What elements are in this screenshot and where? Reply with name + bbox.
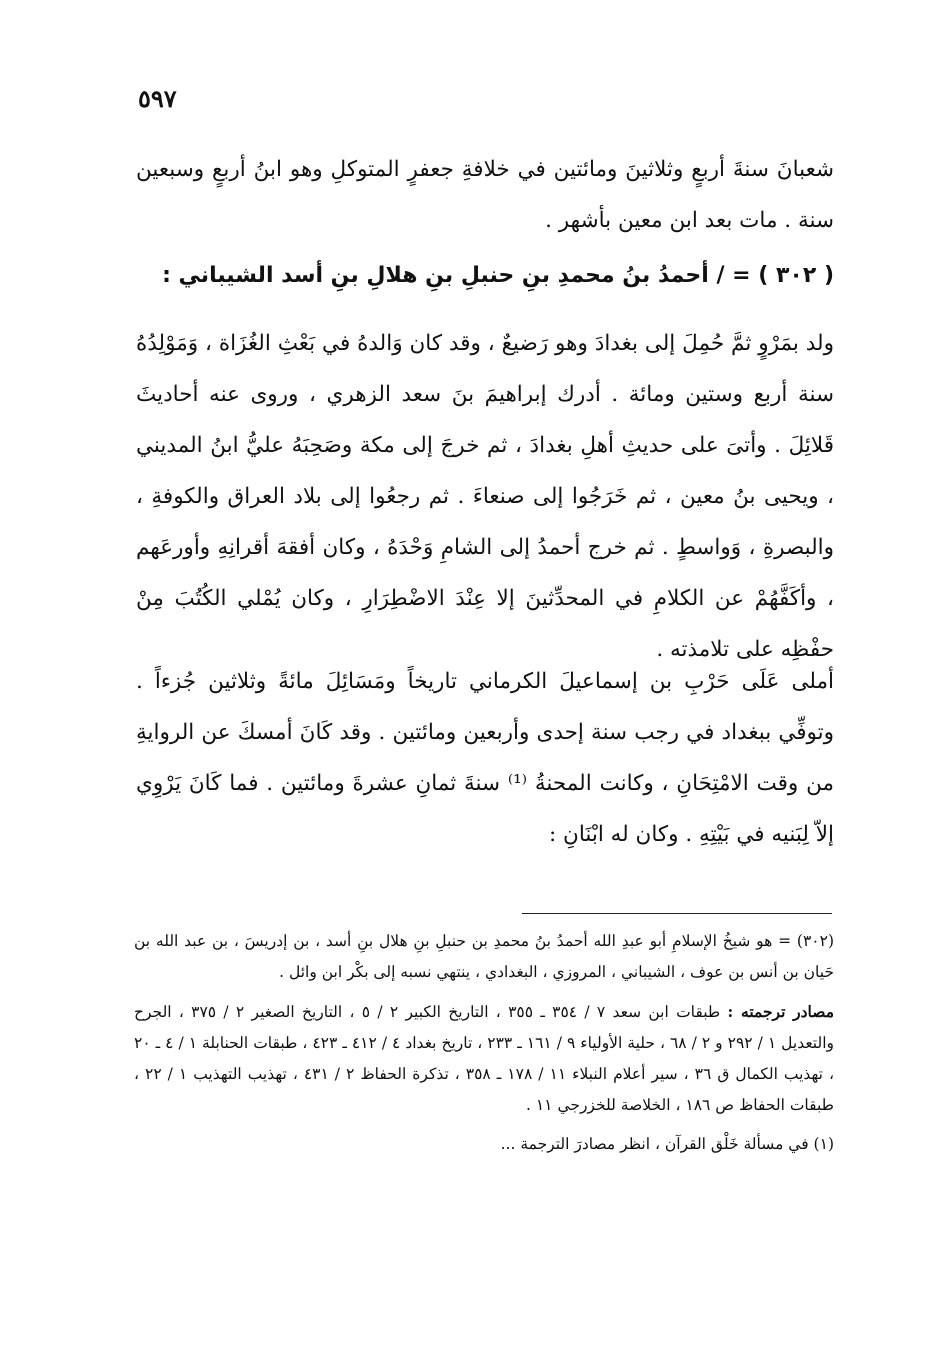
paragraph-biography: ولد بمَرْوٍ ثمَّ حُمِلَ إلى بغدادَ وهو رَضيعٌ ، وقد كان وَالدهُ في بَعْثِ الغُزَاة ، وَمَوْلِدُهُ سنة أربع وستين ومائة . أدرك إبراهيمَ بنَ سعد الزهري ، وروى عنه أحاديثَ قَلائِلَ . وأتىَ على حديثِ أهلِ بغدادَ ، ثم خرجَ إلى مكة وصَحِبَهُ عليُّ ابنُ المديني ، ويحيى بنُ معين ، ثم خَرَجُوا إلى صنعاءَ . ثم رجعُوا إلى بلاد العراق والكوفةِ ، والبصرةِ ، وَواسطٍ . ثم خرج أحمدُ إلى الشامِ وَحْدَهُ ، وكان أفقهَ أقرانِهِ وأورعَهم ، وأكَفَّهُمْ عن الكلامِ في المحدِّثينَ إلا عِنْدَ الاضْطِرَارِ ، وكان يُمْلي الكُتُبَ مِنْ حفْظِه على تلامذته . bbox=[136, 331, 834, 662]
footnote-divider bbox=[522, 913, 832, 914]
paragraph-continuation: شعبانَ سنةَ أربعٍ وثلاثينَ ومائتين في خلافةِ جعفرٍ المتوكلِ وهو ابنُ أربعٍ وسبعين سنة . مات بعد ابن معين بأشهر . bbox=[136, 157, 834, 233]
page-number: ٥٩٧ bbox=[138, 84, 177, 113]
sources-label: مصادر ترجمته : bbox=[727, 1002, 835, 1021]
entry-heading: ( ٣٠٢ ) = / أحمدُ بنُ محمدِ بنِ حنبلِ بنِ هلالِ بنِ أسد الشيباني : bbox=[162, 263, 834, 288]
footnote-sources bbox=[134, 996, 834, 1121]
footnotes-section bbox=[134, 926, 834, 1160]
footnote-302: (٣٠٢) = هو شيخُ الإسلامِ أبو عبدِ الله أحمدُ بنُ محمدِ بن حنبلِ بنِ هلال بنِ أسد ، بن إدريسَ ، بن عبد الله بن حَيان بن أنس بن عوف ، الشيباني ، المروزي ، البغدادي ، ينتهي نسبه إلى بكْر ابن وائل . bbox=[134, 932, 834, 981]
paragraph-dictation: أملى عَلَى حَرْبِ بن إسماعيلَ الكرماني تاريخاً ومَسَائِلَ مائةً وثلاثين جُزءاً . وتوفِّي ببغداد في رجب سنة إحدى وأربعين ومائتين . وقد كَانَ أمسكَ عن الروايةِ من وقت الامْتِحَانِ ، وكانت المحنةُ ⁽¹⁾ سنةَ ثمانِ عشرةَ ومائتين . فما كَانَ يَرْوِي إلاّ لِبَنيه في بَيْتِهِ . وكان له ابْنَانِ : bbox=[136, 669, 835, 847]
footnote-1: (١) في مسألة خَلْق القرآن ، انظر مصادرَ الترجمة ... bbox=[500, 1135, 834, 1153]
sources-text: طبقات ابن سعد ٧ / ٣٥٤ ـ ٣٥٥ ، التاريخ الكبير ٢ / ٥ ، التاريخ الصغير ٢ / ٣٧٥ ، الجرح والتعديل ١ / ٢٩٢ و ٢ / ٦٨ ، حلية الأولياء ٩ / ١٦١ ـ ٢٣٣ ، تاريخ بغداد ٤ / ٤١٢ ـ ٤٢٣ ، طبقات الحنابلة ١ / ٤ ـ ٢٠ ، تهذيب الكمال ق ٣٦ ، سير أعلام النبلاء ١١ / ١٧٨ ـ ٣٥٨ ، تذكرة الحفاظ ٢ / ٤٣١ ، تهذيب التهذيب ١ / ٢٢ ، طبقات الحفاظ ص ١٨٦ ، الخلاصة للخزرجي ١١ . bbox=[134, 1003, 834, 1114]
